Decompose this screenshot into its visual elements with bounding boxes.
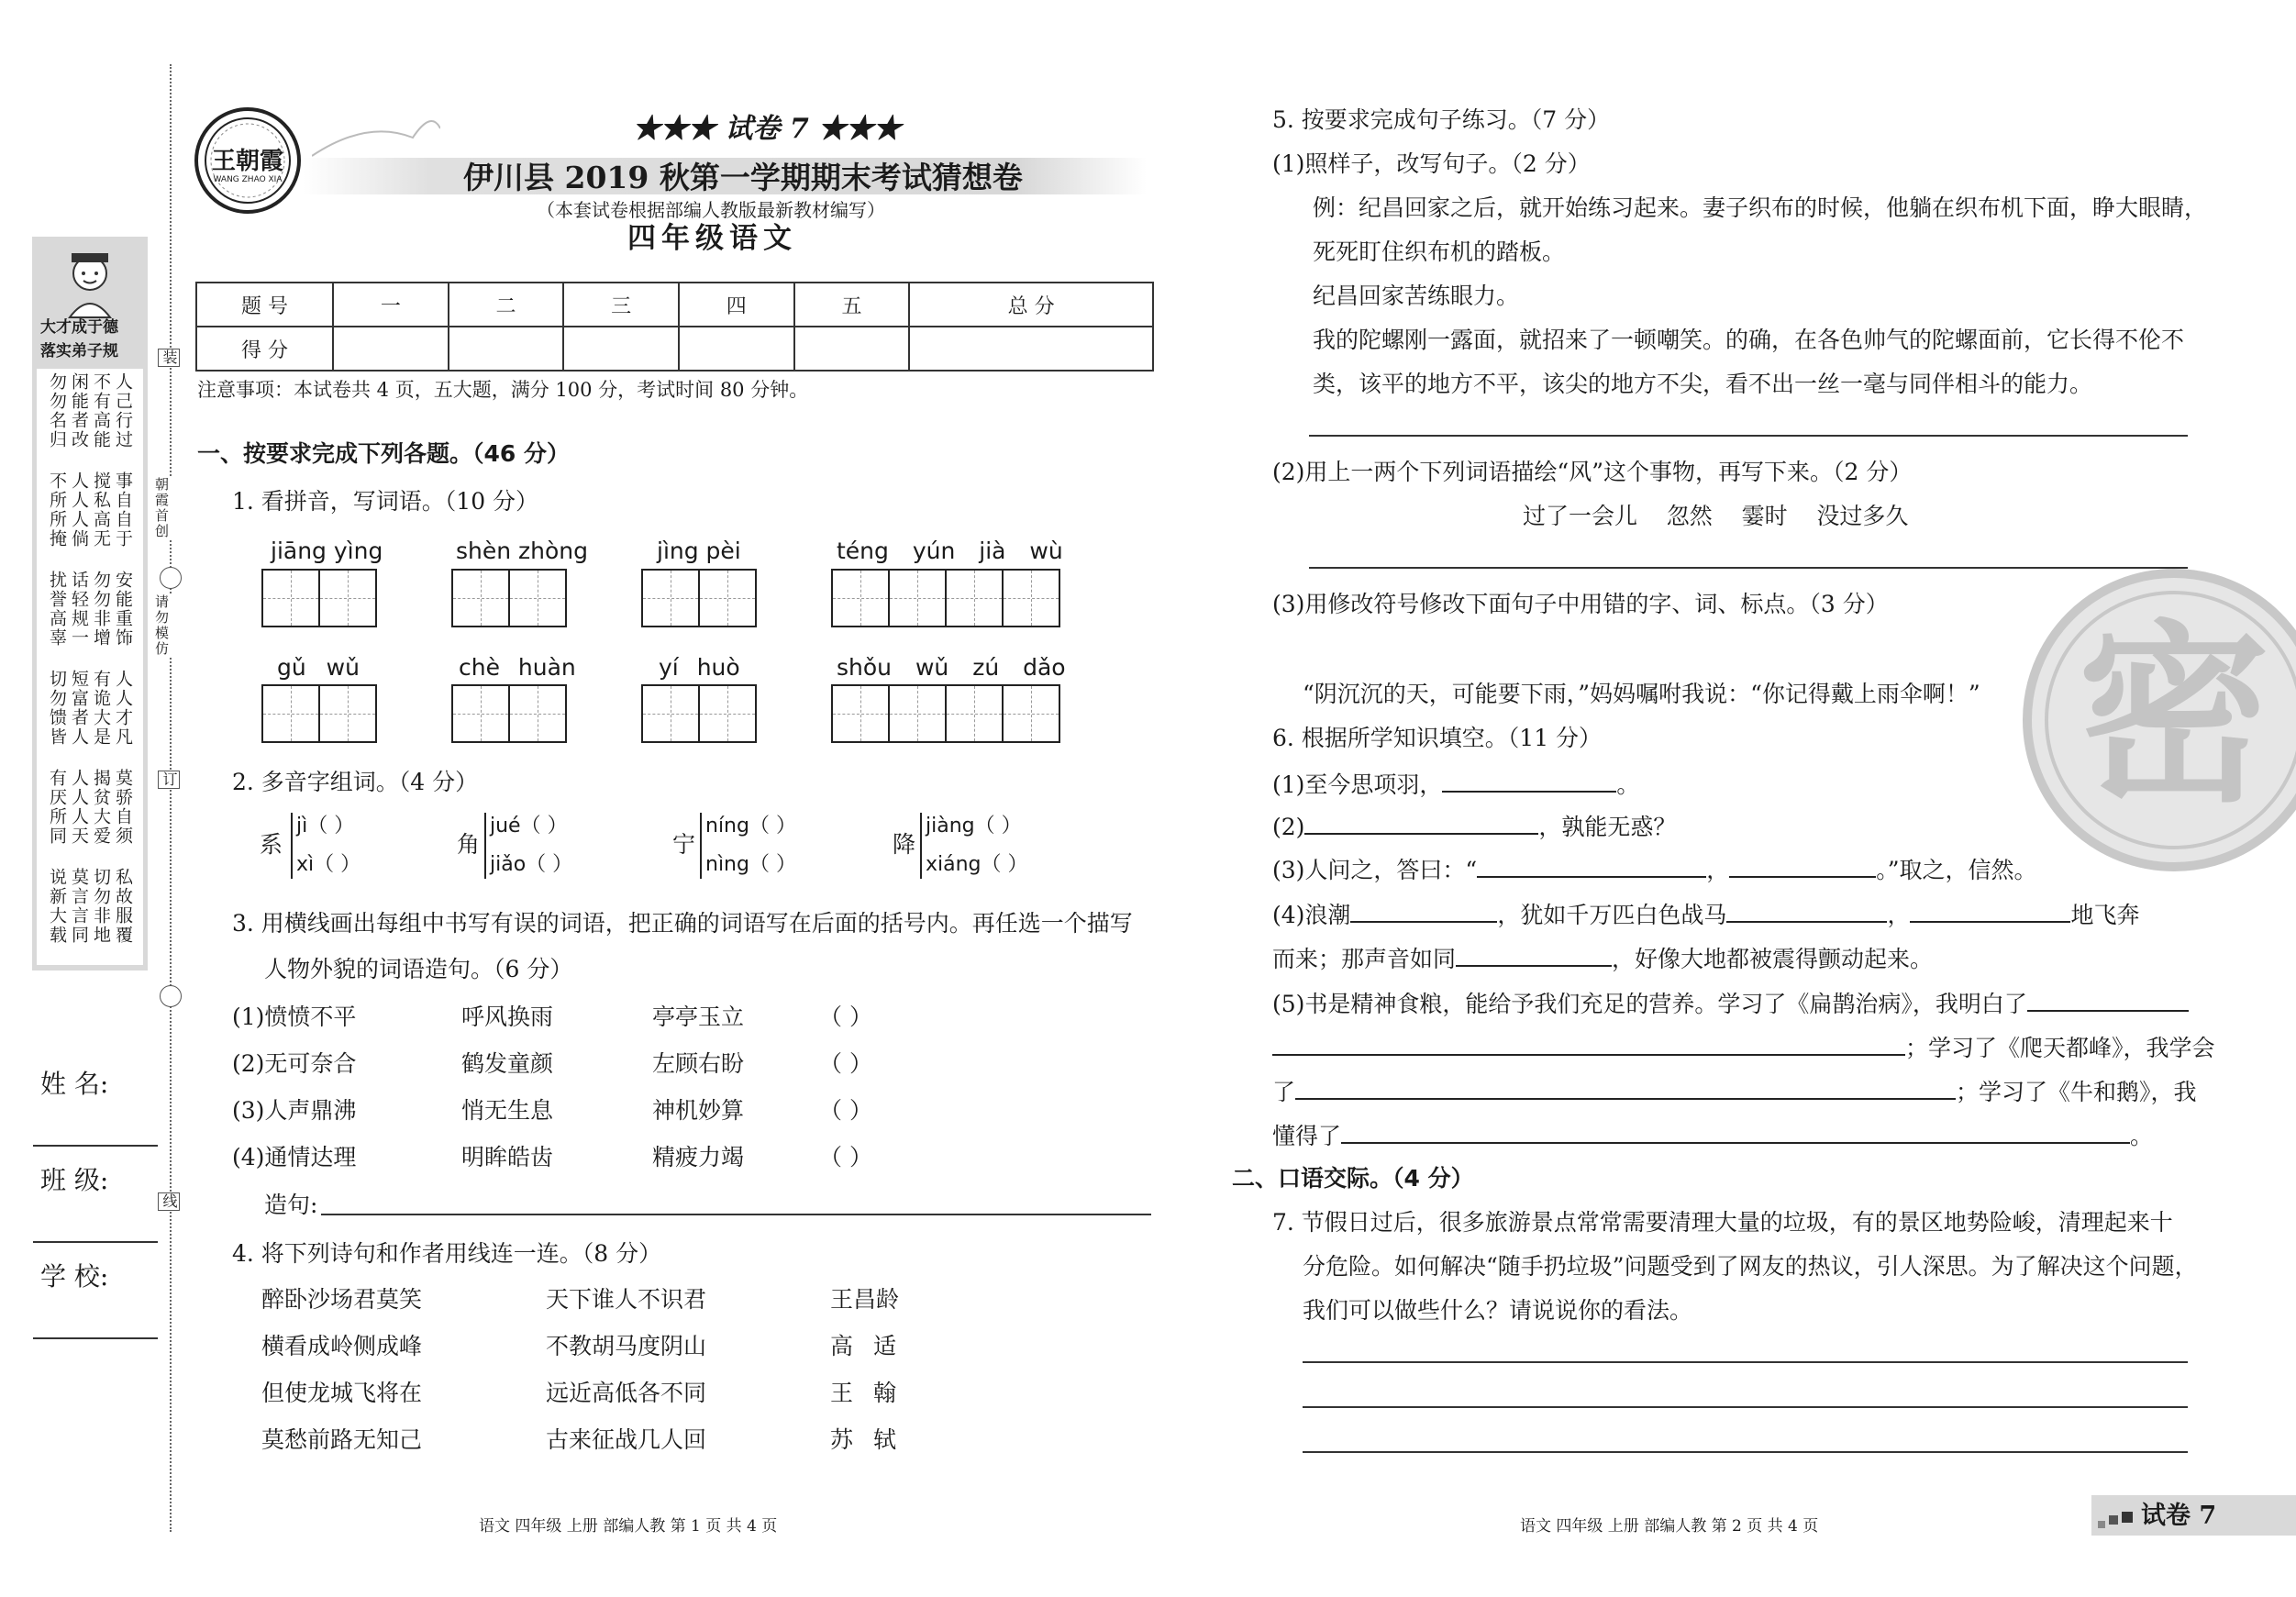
q5-1: (1)照样子，改写句子。（2 分） bbox=[1272, 150, 1591, 177]
brace bbox=[920, 813, 922, 879]
margin-char-xian: 线 bbox=[158, 1192, 180, 1211]
q3-word: (2)无可奈合 bbox=[232, 1050, 357, 1077]
q5-1-task-a: 我的陀螺刚一露面，就招来了一顿嘲笑。的确，在各色帅气的陀螺面前，它长得不伦不 bbox=[1313, 327, 2185, 353]
blank[interactable] bbox=[1910, 899, 2070, 923]
polyphone-reading[interactable]: nìng（ ） bbox=[705, 853, 796, 876]
q5-1-example-c: 纪昌回家苦练眼力。 bbox=[1313, 283, 1520, 309]
sidebar-verse-column: 扰誉高辜 bbox=[47, 571, 67, 648]
seal-char: 密 bbox=[2077, 602, 2270, 828]
q5-3: (3)用修改符号修改下面句子中用错的字、词、标点。（3 分） bbox=[1272, 591, 1889, 617]
sidebar-verse-column: 莫骄自须 bbox=[113, 769, 133, 846]
sidebar-verse-group bbox=[37, 369, 143, 468]
polyphone-reading[interactable]: jì（ ） bbox=[296, 815, 355, 837]
sidebar-verse-column: 搅私高无 bbox=[91, 471, 111, 549]
q3-word: (3)人声鼎沸 bbox=[232, 1097, 357, 1124]
sentence-answer-line[interactable] bbox=[321, 1214, 1151, 1215]
sidebar-verse-column: 人人人天 bbox=[69, 769, 89, 846]
sidebar-verse-column: 勿勿名归 bbox=[47, 372, 67, 449]
footer-right: 语文 四年级 上册 部编人教 第 2 页 共 4 页 bbox=[1520, 1517, 1819, 1536]
score-cell[interactable] bbox=[679, 327, 794, 371]
blank[interactable] bbox=[1350, 899, 1497, 923]
logo-text: 王朝霞 bbox=[211, 148, 283, 175]
blank[interactable] bbox=[1295, 1076, 1956, 1100]
char-grid-2[interactable] bbox=[451, 569, 565, 631]
blank[interactable] bbox=[1477, 854, 1706, 878]
q5-2: (2)用上一两个下列词语描绘“风”这个事物，再写下来。（2 分） bbox=[1272, 459, 1913, 485]
char-grid-6[interactable] bbox=[451, 684, 565, 747]
q3-word: (4)通情达理 bbox=[232, 1144, 357, 1170]
q7-answer-line-2[interactable] bbox=[1303, 1406, 2188, 1408]
grade-subject: 四年级语文 bbox=[627, 222, 797, 255]
q3-answer-parens[interactable]: （ ） bbox=[819, 1144, 872, 1170]
sidebar-verse-column: 人人才凡 bbox=[113, 670, 133, 747]
margin-note-1: 朝霞首创 bbox=[153, 477, 170, 539]
pinyin-2: shèn zhòng bbox=[456, 538, 589, 564]
exam-title: 伊川县 2019 秋第一学期期末考试猜想卷 bbox=[463, 160, 1023, 195]
sidebar-verse-group bbox=[37, 765, 143, 864]
sidebar-verse-column: 切勿非地 bbox=[91, 868, 111, 945]
poet-name[interactable]: 苏 轼 bbox=[830, 1426, 896, 1453]
q7-b: 分危险。如何解决“随手扔垃圾”问题受到了网友的热议，引人深思。为了解决这个问题， bbox=[1303, 1253, 2198, 1280]
q3-answer-parens[interactable]: （ ） bbox=[819, 1050, 872, 1077]
name-field[interactable] bbox=[33, 1145, 158, 1147]
q3-word: 亭亭玉立 bbox=[652, 1004, 745, 1030]
sidebar-verse-column: 有诡大是 bbox=[91, 670, 111, 747]
sidebar-verse-column: 短富者人 bbox=[69, 670, 89, 747]
sidebar-verse-column: 安能重饰 bbox=[113, 571, 133, 648]
sidebar-verse-group bbox=[37, 468, 143, 567]
polyphone-reading[interactable]: níng（ ） bbox=[705, 815, 796, 837]
score-table-score-row bbox=[196, 327, 1153, 371]
poet-name[interactable]: 高 适 bbox=[830, 1333, 896, 1359]
char-grid-7[interactable] bbox=[641, 684, 755, 747]
sidebar-verse-group bbox=[37, 567, 143, 666]
footer-badge-text: 试卷 7 bbox=[2141, 1502, 2217, 1530]
score-header-cell: 三 bbox=[563, 283, 679, 327]
poem-line[interactable]: 不教胡马度阴山 bbox=[546, 1333, 707, 1359]
sidebar-verse-column: 闲能者改 bbox=[69, 372, 89, 449]
section-1-title: 一、按要求完成下列各题。（46 分） bbox=[197, 440, 570, 467]
sidebar-verse-column: 事自自于 bbox=[113, 471, 133, 549]
school-field[interactable] bbox=[33, 1337, 158, 1339]
blank[interactable] bbox=[1729, 854, 1876, 878]
q3-word: 呼风换雨 bbox=[461, 1004, 554, 1030]
sidebar-verse-group bbox=[37, 666, 143, 765]
q5-title: 5. 按要求完成句子练习。（7 分） bbox=[1272, 106, 1611, 133]
score-cell[interactable] bbox=[909, 327, 1153, 371]
q3-text-2: 人物外貌的词语造句。（6 分） bbox=[264, 956, 573, 982]
polyphone-char: 降 bbox=[893, 831, 916, 858]
score-header-cell: 题 号 bbox=[196, 283, 333, 327]
q3-word: 左顾右盼 bbox=[652, 1050, 745, 1077]
char-grid-3[interactable] bbox=[641, 569, 755, 631]
score-cell[interactable] bbox=[563, 327, 679, 371]
q3-word: 悄无生息 bbox=[461, 1097, 554, 1124]
class-field[interactable] bbox=[33, 1241, 158, 1243]
q6-2: (2) ，孰能无惑？ bbox=[1272, 811, 1676, 843]
score-header-cell: 二 bbox=[449, 283, 564, 327]
q7-c: 我们可以做些什么？请说说你的看法。 bbox=[1303, 1297, 1693, 1324]
polyphone-char: 宁 bbox=[672, 831, 696, 858]
notice-text: 注意事项：本试卷共 4 页，五大题，满分 100 分，考试时间 80 分钟。 bbox=[197, 379, 809, 401]
logo-subtext: WANG ZHAO XIA bbox=[213, 175, 283, 184]
sidebar-motto-2: 落实弟子规 bbox=[40, 342, 118, 360]
q3-word: 明眸皓齿 bbox=[461, 1144, 554, 1170]
pinyin-3: jìng pèi bbox=[657, 538, 741, 564]
char-grid-8[interactable] bbox=[831, 684, 1059, 747]
poem-line[interactable]: 醉卧沙场君莫笑 bbox=[261, 1286, 423, 1313]
score-header-cell: 总 分 bbox=[909, 283, 1153, 327]
q3-answer-parens[interactable]: （ ） bbox=[819, 1097, 872, 1124]
polyphone-reading[interactable]: jiǎo（ ） bbox=[490, 853, 573, 876]
sidebar-verse-group bbox=[37, 864, 143, 963]
margin-circle-icon-2 bbox=[160, 985, 182, 1007]
class-label: 班 级: bbox=[40, 1165, 109, 1195]
poet-name[interactable]: 王昌龄 bbox=[830, 1286, 900, 1313]
ribbon-decoration bbox=[312, 110, 440, 165]
blank[interactable] bbox=[1304, 811, 1538, 835]
sidebar-verse-column: 勿勿非增 bbox=[91, 571, 111, 648]
sidebar-verse-column: 切勿馈皆 bbox=[47, 670, 67, 747]
polyphone-reading[interactable]: jiàng（ ） bbox=[926, 815, 1022, 837]
char-grid-5[interactable] bbox=[261, 684, 375, 747]
sentence-label: 造句: bbox=[264, 1192, 318, 1218]
sidebar-motto-1: 大才成于德 bbox=[40, 318, 118, 337]
q5-2-answer-line[interactable] bbox=[1309, 567, 2188, 569]
poem-line[interactable]: 古来征战几人回 bbox=[546, 1426, 707, 1453]
paper-label: ★★★ 试卷 7 ★★★ bbox=[633, 113, 902, 145]
polyphone-reading[interactable]: jué（ ） bbox=[490, 815, 568, 837]
pinyin-5: gǔ wǔ bbox=[277, 654, 360, 681]
confidential-seal-icon bbox=[2023, 569, 2296, 871]
sidebar-verse-column: 不所所掩 bbox=[47, 471, 67, 549]
q3-word: (1)愤愤不平 bbox=[232, 1004, 357, 1030]
q6-5: (5)书是精神食粮，能给予我们充足的营养。学习了《扁鹊治病》，我明白了 bbox=[1272, 988, 2189, 1020]
q5-1-example-a: 例：纪昌回家之后，就开始练习起来。妻子织布的时候，他躺在织布机下面，睁大眼睛， bbox=[1313, 194, 2208, 221]
q6-5-b: ；学习了《爬天都峰》，我学会 bbox=[1272, 1032, 2215, 1064]
blank[interactable] bbox=[2027, 988, 2189, 1012]
q3-text-1: 3. 用横线画出每组中书写有误的词语，把正确的词语写在后面的括号内。再任选一个描写 bbox=[232, 910, 1133, 937]
q5-1-answer-line[interactable] bbox=[1309, 435, 2188, 437]
score-header-cell: 五 bbox=[794, 283, 910, 327]
q6-4: (4)浪潮 ，犹如千万匹白色战马 ， 地飞奔 bbox=[1272, 899, 2139, 931]
binding-margin-line bbox=[170, 64, 172, 1532]
sidebar-columns bbox=[37, 369, 143, 965]
score-cell[interactable] bbox=[333, 327, 449, 371]
q3-word: 鹤发童颜 bbox=[461, 1050, 554, 1077]
brace bbox=[291, 813, 293, 879]
sidebar-verse-column: 揭贫大爱 bbox=[91, 769, 111, 846]
section-2-title: 二、口语交际。（4 分） bbox=[1232, 1165, 1474, 1192]
q2-text: 2. 多音字组词。（4 分） bbox=[232, 769, 479, 795]
score-header-cell: 一 bbox=[333, 283, 449, 327]
pinyin-7: yí huò bbox=[659, 654, 740, 681]
margin-char-zhuang: 装 bbox=[158, 349, 180, 367]
brace bbox=[700, 813, 702, 879]
margin-circle-icon bbox=[160, 567, 182, 589]
sidebar-verse-column: 话轻规一 bbox=[69, 571, 89, 648]
sidebar-verse-column: 有厌所同 bbox=[47, 769, 67, 846]
q4-text: 4. 将下列诗句和作者用线连一连。（8 分） bbox=[232, 1240, 662, 1267]
q1-text: 1. 看拼音，写词语。（10 分） bbox=[232, 488, 539, 515]
logo-emblem bbox=[193, 105, 303, 216]
polyphone-char: 系 bbox=[260, 831, 283, 858]
footer-left: 语文 四年级 上册 部编人教 第 1 页 共 4 页 bbox=[479, 1517, 778, 1536]
school-label: 学 校: bbox=[40, 1261, 109, 1292]
q6-4-cont: 而来；那声音如同 ，好像大地都被震得颤动起来。 bbox=[1272, 943, 1933, 975]
polyphone-char: 角 bbox=[457, 831, 481, 858]
pinyin-6: chè huàn bbox=[459, 654, 576, 681]
pinyin-1: jiāng yìng bbox=[271, 538, 383, 564]
score-row-label: 得 分 bbox=[196, 327, 333, 371]
score-table bbox=[195, 282, 1154, 372]
q3-word: 神机妙算 bbox=[652, 1097, 745, 1124]
margin-note-2: 请勿模仿 bbox=[153, 594, 170, 657]
blank[interactable] bbox=[1272, 1032, 1905, 1056]
margin-char-ding: 订 bbox=[158, 771, 180, 789]
blank[interactable] bbox=[1456, 943, 1612, 967]
sidebar-verse-column: 说新大载 bbox=[47, 868, 67, 945]
sidebar-verse-column: 人人人倘 bbox=[69, 471, 89, 549]
q5-3-sentence[interactable]: “阴沉沉的天，可能要下雨，”妈妈嘱咐我说：“你记得戴上雨伞啊！” bbox=[1303, 681, 1980, 707]
q3-word: 精疲力竭 bbox=[652, 1144, 745, 1170]
poem-line[interactable]: 莫愁前路无知己 bbox=[261, 1426, 423, 1453]
exam-subtitle: （本套试卷根据部编人教版最新教材编写） bbox=[537, 199, 885, 221]
poem-line[interactable]: 但使龙城飞将在 bbox=[261, 1380, 423, 1406]
q3-answer-parens[interactable]: （ ） bbox=[819, 1004, 872, 1030]
q7-answer-line-3[interactable] bbox=[1303, 1451, 2188, 1453]
sidebar-verse-column: 人己行过 bbox=[113, 372, 133, 449]
q7-a: 7. 节假日过后，很多旅游景点常常需要清理大量的垃圾，有的景区地势险峻，清理起来十 bbox=[1272, 1209, 2173, 1236]
q6-title: 6. 根据所学知识填空。（11 分） bbox=[1272, 725, 1603, 751]
char-grid-1[interactable] bbox=[261, 569, 375, 631]
q5-1-task-b: 类，该平的地方不平，该尖的地方不尖，看不出一丝一毫与同伴相斗的能力。 bbox=[1313, 371, 2093, 397]
char-grid-4[interactable] bbox=[831, 569, 1059, 631]
name-label: 姓 名: bbox=[40, 1069, 109, 1099]
pinyin-8: shǒu wǔ zú dǎo bbox=[837, 654, 1066, 681]
poet-name[interactable]: 王 翰 bbox=[830, 1380, 896, 1406]
score-header-cell: 四 bbox=[679, 283, 794, 327]
q7-answer-line-1[interactable] bbox=[1303, 1361, 2188, 1363]
sidebar-verse-column: 莫言言同 bbox=[69, 868, 89, 945]
poem-line[interactable]: 远近高低各不同 bbox=[546, 1380, 707, 1406]
brace bbox=[484, 813, 486, 879]
q5-1-example-b: 死死盯住织布机的踏板。 bbox=[1313, 238, 1566, 265]
q6-5-e: 懂得了 。 bbox=[1272, 1120, 2153, 1152]
polyphone-reading[interactable]: xì（ ） bbox=[296, 853, 361, 876]
poem-line[interactable]: 横看成岭侧成峰 bbox=[261, 1333, 423, 1359]
blank[interactable] bbox=[1442, 769, 1616, 793]
score-cell[interactable] bbox=[449, 327, 564, 371]
polyphone-group bbox=[260, 811, 1085, 884]
sidebar-verse-column: 不有高能 bbox=[91, 372, 111, 449]
score-cell[interactable] bbox=[794, 327, 910, 371]
q5-2-words: 过了一会儿 忽然 霎时 没过多久 bbox=[1523, 503, 1909, 529]
score-table-header-row bbox=[196, 283, 1153, 327]
q6-1: (1)至今思项羽， 。 bbox=[1272, 769, 1639, 801]
polyphone-reading[interactable]: xiáng（ ） bbox=[926, 853, 1028, 876]
poem-line[interactable]: 天下谁人不识君 bbox=[546, 1286, 707, 1313]
sidebar-verse-column: 私故服覆 bbox=[113, 868, 133, 945]
blank[interactable] bbox=[1341, 1120, 2130, 1144]
blank[interactable] bbox=[1726, 899, 1887, 923]
q6-3: (3)人问之，答曰：“ ， 。”取之，信然。 bbox=[1272, 854, 2037, 886]
sidebar-mascot-icon bbox=[53, 246, 127, 319]
q6-5-c: 了 ；学习了《牛和鹅》，我 bbox=[1272, 1076, 2197, 1108]
pinyin-4: téng yún jià wù bbox=[837, 538, 1063, 564]
footer-squares-icon bbox=[2098, 1512, 2135, 1530]
